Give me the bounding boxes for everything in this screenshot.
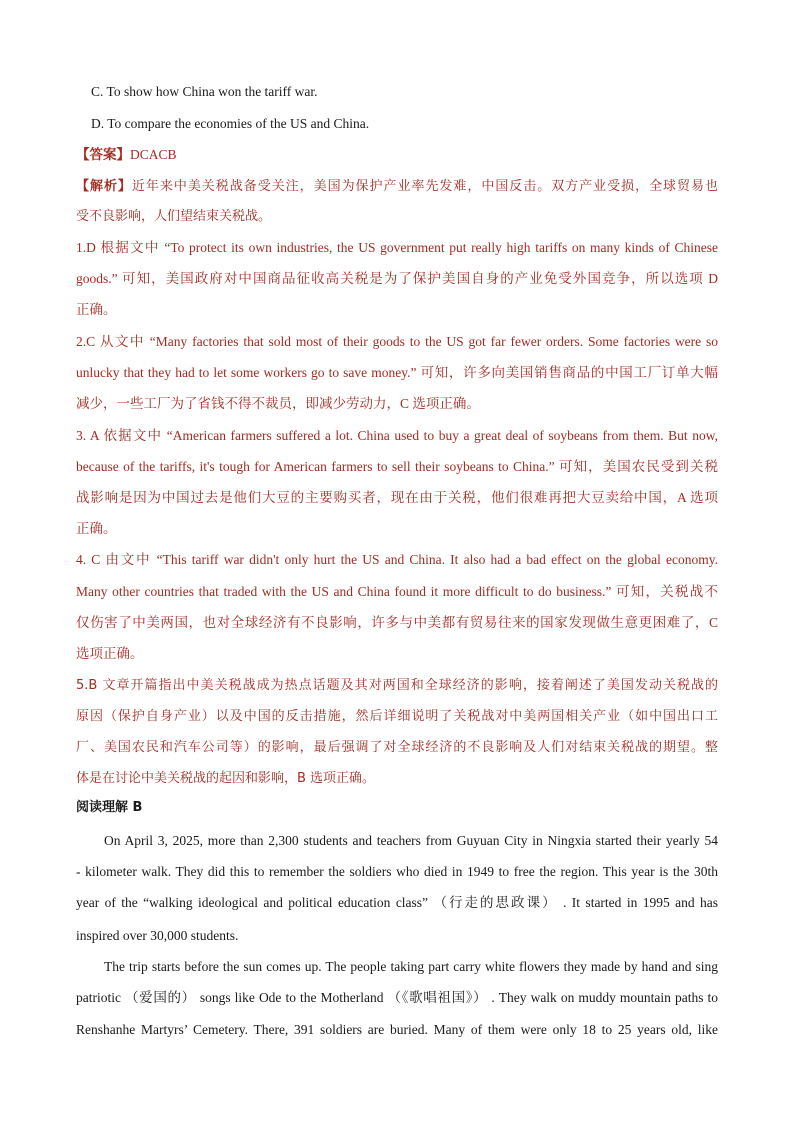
q3-line-1: 3. A 依据文中 “American farmers suffered a lot. China used to buy a great deal of soybeans from them. But now,	[76, 428, 718, 443]
q3-line-4: 正确。	[76, 521, 117, 536]
q5-line-1: 5.B 文章开篇指出中美关税战成为热点话题及其对两国和全球经济的影响，接着阐述了美国发动关税战的	[76, 678, 718, 693]
analysis-label: 【解析】	[76, 179, 132, 194]
q1-line-3: 正确。	[76, 302, 117, 317]
paragraph-2-line-3: Renshanhe Martyrs’ Cemetery. There, 391 soldiers are buried. Many of them were only 18 to 25 years old, like	[76, 1022, 718, 1037]
analysis-intro-text: 近年来中美关税战备受关注，美国为保护产业率先发难，中国反击。双方产业受损，全球贸易也	[131, 179, 718, 194]
q4-line-1: 4. C 由文中 “This tariff war didn't only hurt the US and China. It also had a bad effect on the global economy.	[76, 552, 718, 567]
q3-line-2: because of the tariffs, it's tough for American farmers to sell their soybeans to China.” 可知，美国农民受到关税	[76, 459, 718, 474]
q1-line-2: goods.” 可知，美国政府对中国商品征收高关税是为了保护美国自身的产业免受外国竞争，所以选项 D	[76, 271, 718, 286]
q5-line-2: 原因（保护自身产业）以及中国的反击措施，然后详细说明了关税战对中美两国相关产业（如中国出口工	[76, 709, 718, 724]
q5-line-3: 厂、美国农民和汽车公司等）的影响，最后强调了对全球经济的不良影响及人们对结束关税战的期望。整	[76, 740, 718, 755]
q4-line-2: Many other countries that traded with the US and China found it more difficult to do business.” 可知，关税战不	[76, 584, 718, 599]
q5-line-4: 体是在讨论中美关税战的起因和影响，B 选项正确。	[76, 771, 376, 786]
section-heading: 阅读理解 B	[76, 800, 143, 815]
q4-line-3: 仅伤害了中美两国，也对全球经济有不良影响，许多与中美都有贸易往来的国家发现做生意更困难了，C	[76, 615, 718, 630]
answer-label: 【答案】	[76, 147, 130, 163]
q2-line-1: 2.C 从文中 “Many factories that sold most of their goods to the US got far fewer orders. Some factories were so	[76, 334, 718, 349]
answer-line	[76, 146, 718, 164]
analysis-intro-line-1	[76, 178, 718, 196]
paragraph-2-line-1: The trip starts before the sun comes up. The people taking part carry white flowers they made by hand and sing	[104, 959, 718, 974]
paragraph-1-line-2: - kilometer walk. They did this to remember the soldiers who died in 1949 to free the region. This year is the 30th	[76, 864, 718, 879]
q2-line-3: 减少，一些工厂为了省钱不得不裁员，即减少劳动力，C 选项正确。	[76, 396, 480, 411]
q2-line-2: unlucky that they had to let some workers go to save money.” 可知，许多向美国销售商品的中国工厂订单大幅	[76, 365, 718, 380]
q1-line-1: 1.D 根据文中 “To protect its own industries, the US government put really high tariffs on many kinds of Chinese	[76, 240, 718, 255]
paragraph-1-line-3: year of the “walking ideological and political education class” （行走的思政课） . It started in 1995 and has	[76, 895, 718, 910]
option-c: C. To show how China won the tariff war.	[91, 84, 318, 99]
paragraph-2-line-2: patriotic （爱国的） songs like Ode to the Motherland （《歌唱祖国》） . They walk on muddy mountain paths to	[76, 990, 718, 1005]
answer-value: DCACB	[130, 147, 177, 162]
paragraph-1-line-4: inspired over 30,000 students.	[76, 928, 239, 943]
q4-line-4: 选项正确。	[76, 646, 144, 661]
q3-line-3: 战影响是因为中国过去是他们大豆的主要购买者，现在由于关税，他们很难再把大豆卖给中国，A 选项	[76, 490, 718, 505]
option-d: D. To compare the economies of the US and China.	[91, 116, 370, 131]
analysis-intro-line-2: 受不良影响，人们望结束关税战。	[76, 209, 272, 224]
paragraph-1-line-1: On April 3, 2025, more than 2,300 students and teachers from Guyuan City in Ningxia started their yearly 54	[104, 833, 718, 848]
